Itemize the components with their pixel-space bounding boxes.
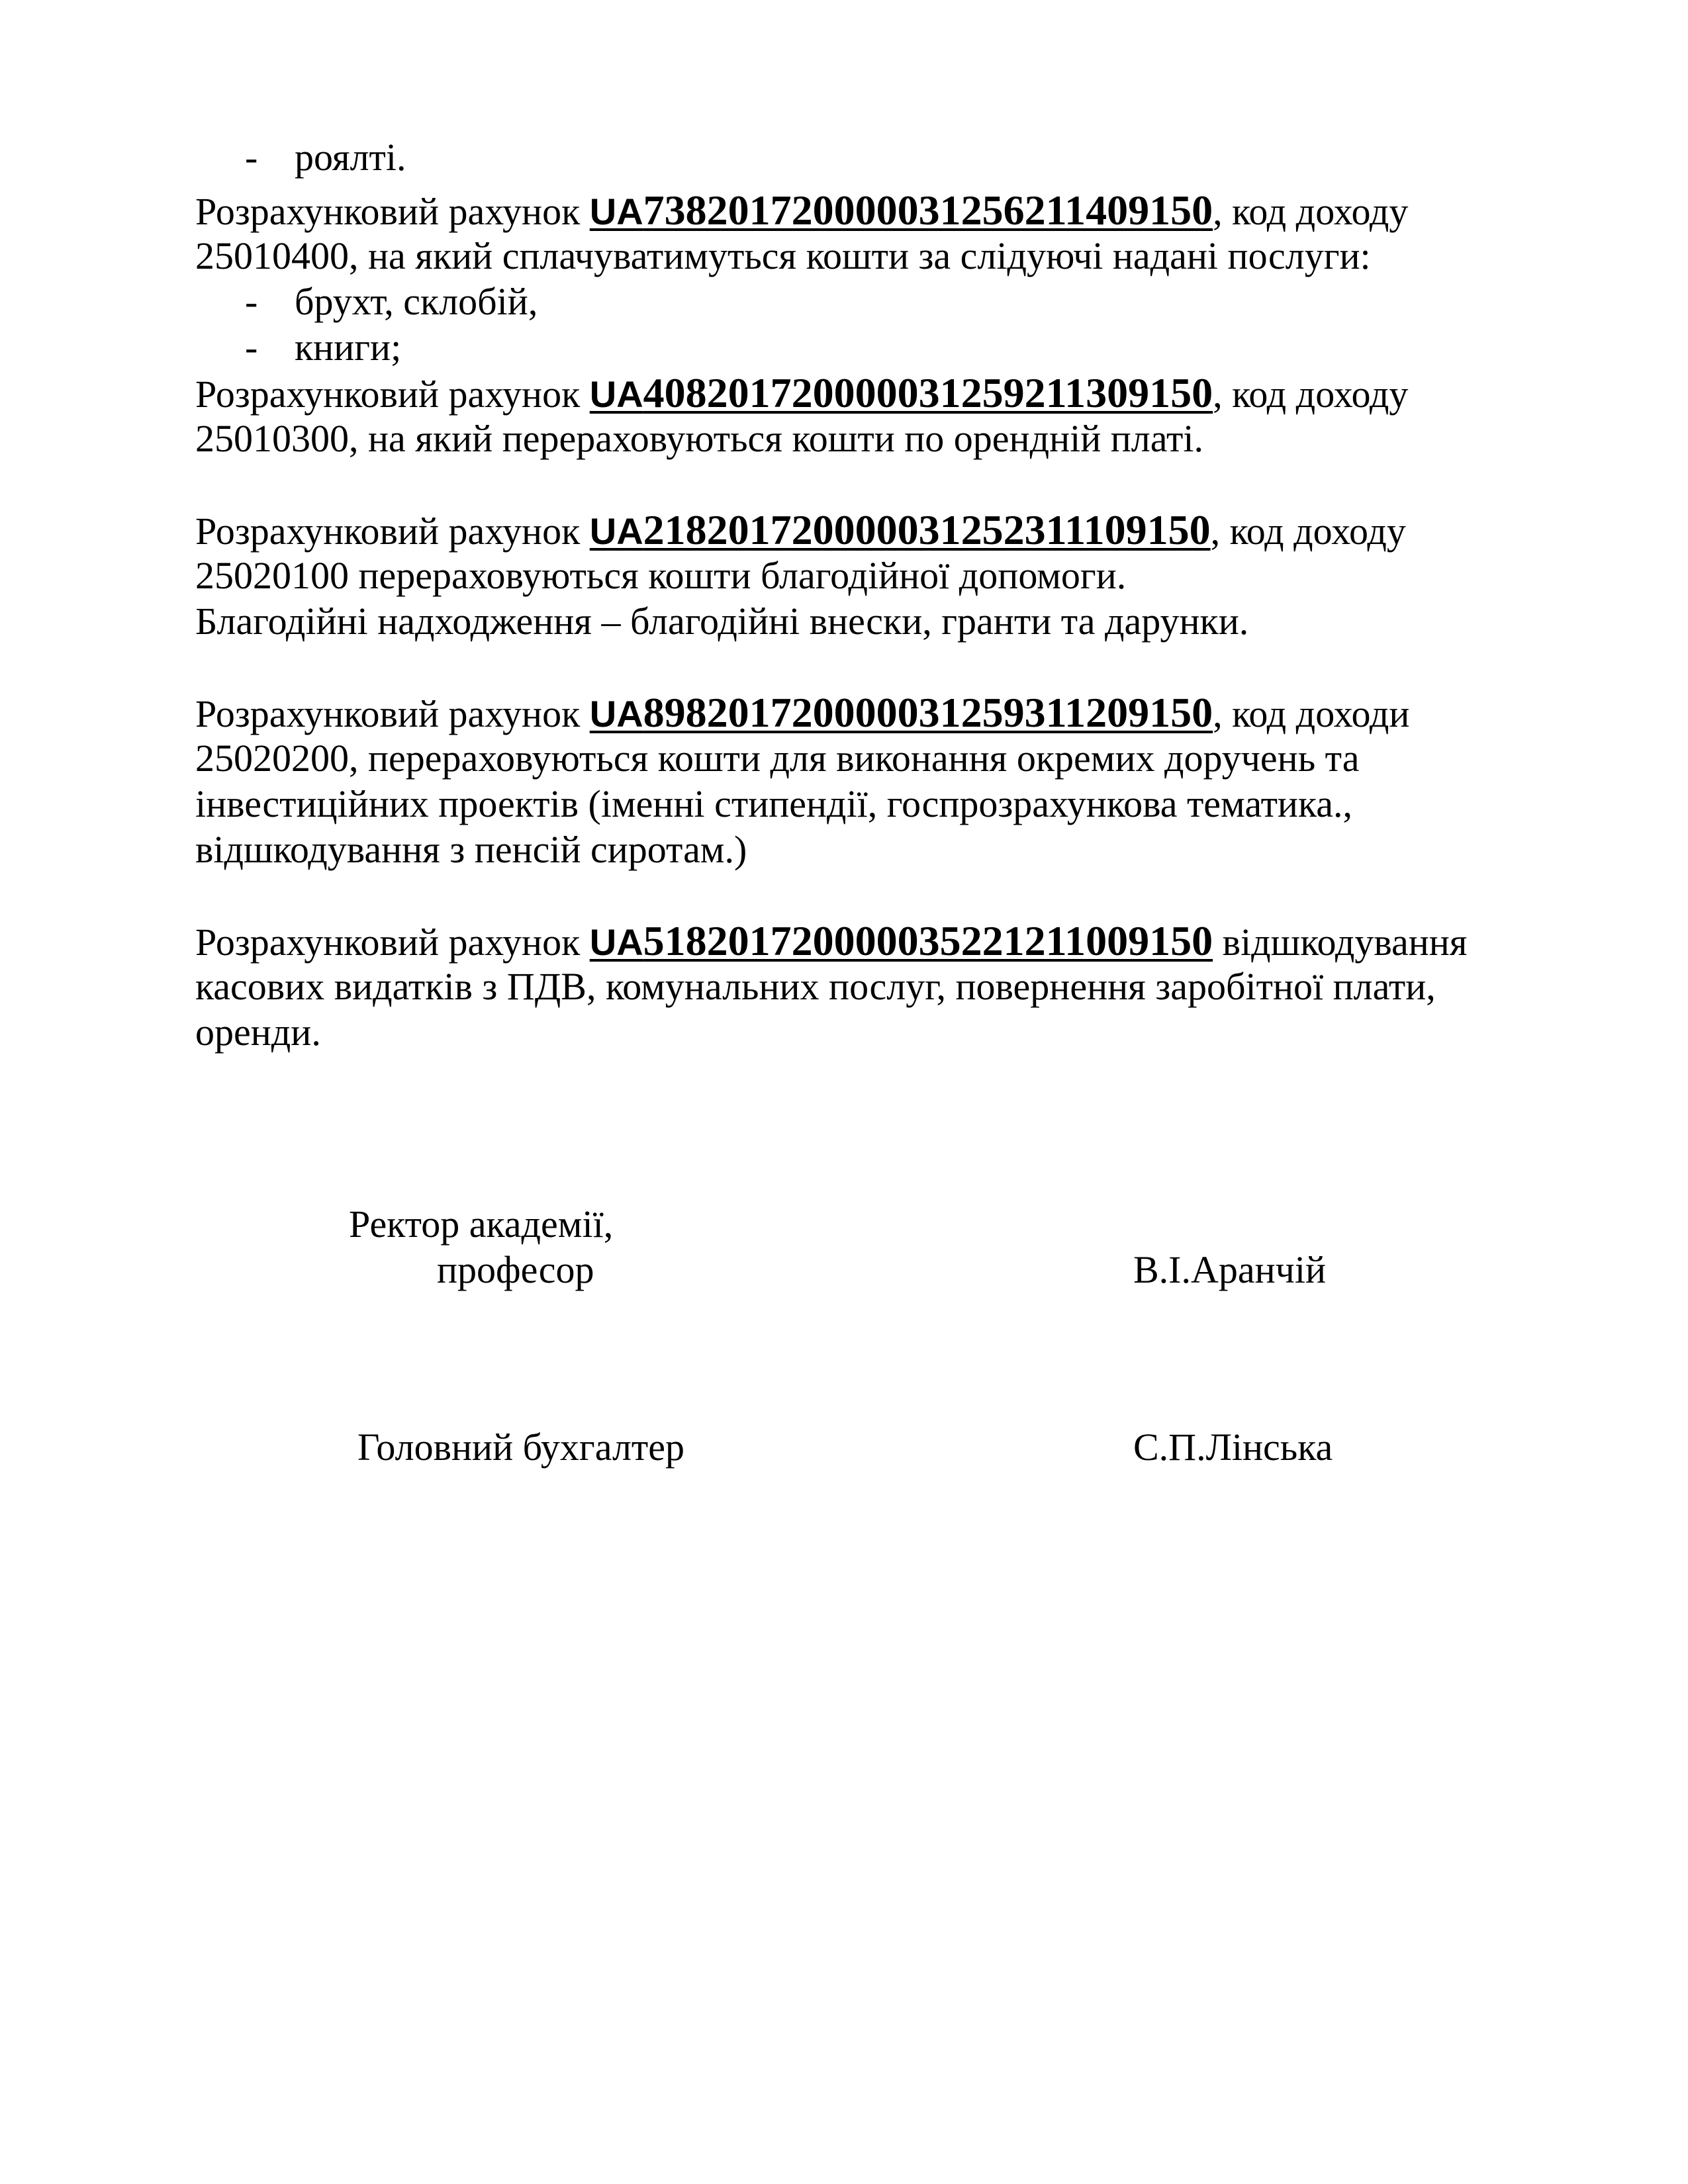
account-line-5	[195, 918, 1467, 965]
paragraph-line: касових видатків з ПДВ, комунальних послуг, повернення заробітної плати,	[195, 965, 1436, 1008]
account-number: UA518201720000035221211009150	[589, 917, 1213, 964]
account-suffix: відшкодування	[1213, 921, 1468, 964]
account-line-4	[195, 690, 1409, 737]
paragraph-line: Благодійні надходження – благодійні внески, гранти та дарунки.	[195, 600, 1249, 643]
bullet-dash: -	[245, 136, 258, 179]
bullet-dash: -	[245, 280, 258, 323]
account-line-1	[195, 187, 1408, 234]
rector-name: В.І.Аранчій	[1133, 1248, 1326, 1291]
bullet-item: книги;	[295, 326, 402, 369]
bullet-dash: -	[245, 326, 258, 369]
bullet-item: брухт, склобій,	[295, 280, 538, 323]
paragraph-line: 25020100 перераховуються кошти благодійної допомоги.	[195, 554, 1127, 597]
account-line-2	[195, 370, 1408, 417]
paragraph-line: відшкодування з пенсій сиротам.)	[195, 828, 747, 871]
accountant-title: Головний бухгалтер	[357, 1426, 684, 1469]
paragraph-line: 25020200, перераховуються кошти для виконання окремих доручень та	[195, 737, 1360, 780]
account-number: UA218201720000031252311109150	[589, 506, 1211, 553]
account-suffix: , код доходи	[1213, 692, 1410, 735]
account-label: Розрахунковий рахунок	[195, 373, 581, 416]
account-label: Розрахунковий рахунок	[195, 190, 581, 233]
account-suffix: , код доходу	[1213, 373, 1409, 416]
account-number: UA898201720000031259311209150	[589, 689, 1213, 736]
account-suffix: , код доходу	[1213, 190, 1409, 233]
paragraph-line: 25010300, на який перераховуються кошти по орендній платі.	[195, 417, 1203, 460]
paragraph-line: 25010400, на який сплачуватимуться кошти за слідуючі надані послуги:	[195, 234, 1371, 277]
paragraph-line: інвестиційних проектів (іменні стипендії, госпрозрахункова тематика.,	[195, 782, 1353, 825]
account-line-3	[195, 507, 1406, 554]
account-label: Розрахунковий рахунок	[195, 692, 581, 735]
accountant-name: С.П.Лінська	[1133, 1426, 1333, 1469]
account-label: Розрахунковий рахунок	[195, 921, 581, 964]
rector-rank: професор	[437, 1248, 594, 1291]
paragraph-line: оренди.	[195, 1011, 321, 1054]
account-label: Розрахунковий рахунок	[195, 510, 581, 553]
account-number: UA738201720000031256211409150	[589, 187, 1213, 234]
bullet-item: роялті.	[295, 136, 406, 179]
account-suffix: , код доходу	[1210, 510, 1406, 553]
account-number: UA408201720000031259211309150	[589, 369, 1213, 416]
rector-title: Ректор академії,	[349, 1203, 614, 1246]
